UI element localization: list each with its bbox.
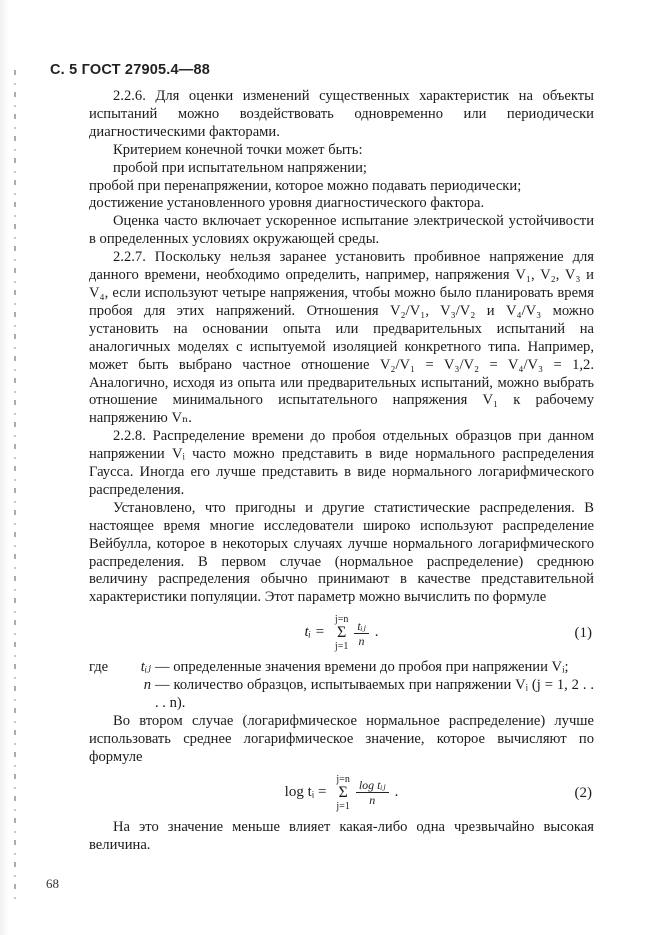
formula-1-denominator: n bbox=[358, 633, 365, 648]
formula-1-sum bbox=[335, 614, 348, 652]
formula-2-fraction bbox=[356, 778, 389, 807]
formula-1-definitions bbox=[89, 659, 594, 713]
list-item-breakdown-test-voltage: пробой при испытательном напряжении; bbox=[113, 159, 367, 176]
paragraph-lognormal: Во втором случае (логарифмическое нормальное распределение) лучше использовать среднее логарифмическое значение, которое вычисляют по формуле bbox=[89, 713, 594, 765]
list-item-diagnostic-level: достижение установленного уровня диагностического фактора. bbox=[89, 195, 485, 212]
formula-2-sum-bottom: j=1 bbox=[336, 800, 350, 812]
scan-binding-edge bbox=[0, 0, 22, 935]
formula-1-sum-top: j=n bbox=[334, 614, 349, 626]
formula-1-fraction bbox=[354, 619, 368, 648]
formula-1 bbox=[89, 607, 594, 659]
formula-1-sum-bottom: j=1 bbox=[334, 641, 349, 653]
definition-n bbox=[89, 677, 594, 713]
paragraph-2-2-6: 2.2.6. Для оценки изменений существенных характеристик на объекты испытаний можно воздействовать одновременно или периодически диагностическими факторами. bbox=[89, 88, 594, 140]
formula-2-number: (2) bbox=[574, 784, 592, 801]
document-header: С. 5 ГОСТ 27905.4—88 bbox=[50, 62, 210, 78]
formula-2-denominator: n bbox=[369, 793, 376, 808]
paragraph-2-2-8: 2.2.8. Распределение времени до пробоя отдельных образцов при данном напряжении Vᵢ часто можно представить в виде нормального распределения Гаусса. Иногда его лучше представить в виде нормального логарифмического распределения. bbox=[89, 428, 594, 498]
paragraph-distributions: Установлено, что пригодны и другие статистические распределения. В настоящее время многие исследователи широко используют распределение Вейбулла, которое в некоторых случаях лучше нормального логарифмического распределения. В первом случае (нормальное распределение) среднюю величину распределения обычно принимают в качестве представительной характеристики популяции. Этот параметр можно вычислить по формуле bbox=[89, 499, 594, 606]
paragraph-2-2-7: 2.2.7. Поскольку нельзя заранее установить пробивное напряжение для данного времени, необходимо определить, например, напряжения V₁, V₂, V₃ и V₄, если используют четыре напряжения, чтобы можно было планировать время пробоя для этих напряжений. Отношения V₂/V₁, V₃/V₂ и V₄/V₃ можно установить на основании опыта или предварительных испытаний на аналогичных моделях с испытуемой изоляцией конкретного типа. Например, может быть выбрано частное отношение V₂/V₁ = V₃/V₂ = V₄/V₃ = 1,2. Аналогично, исходя из опыта или предварительных испытаний, можно выбрать отношение минимального испытательного напряжения V₁ к рабочему напряжению Vₙ. bbox=[89, 249, 594, 427]
formula-2-tail: . bbox=[394, 783, 399, 800]
formula-2-numerator: log tᵢⱼ bbox=[356, 778, 389, 793]
document-body bbox=[89, 88, 594, 855]
formula-2-lhs: log tᵢ = bbox=[284, 783, 327, 800]
definition-where-word: где bbox=[89, 659, 109, 676]
formula-2 bbox=[89, 767, 594, 819]
formula-1-numerator: tᵢⱼ bbox=[354, 619, 368, 634]
definition-t-ij-text: — определенные значения времени до пробоя при напряжении Vᵢ; bbox=[155, 659, 569, 676]
paragraph-criteria-intro: Критерием конечной точки может быть: bbox=[113, 141, 363, 158]
formula-2-sum-top: j=n bbox=[336, 773, 350, 785]
formula-1-number: (1) bbox=[574, 625, 592, 642]
paragraph-closing: На это значение меньше влияет какая-либо одна чрезвычайно высокая величина. bbox=[89, 818, 594, 853]
sigma-icon: Σ bbox=[338, 783, 348, 801]
definition-n-term: n bbox=[143, 677, 151, 694]
formula-2-sum bbox=[336, 774, 349, 812]
sigma-icon: Σ bbox=[336, 624, 347, 642]
formula-1-lhs: tᵢ = bbox=[304, 624, 325, 641]
definition-t-ij bbox=[89, 659, 594, 677]
definition-n-text: — количество образцов, испытываемых при напряжении Vᵢ (j = 1, 2 . . . . n). bbox=[155, 677, 594, 712]
paragraph-assessment: Оценка часто включает ускоренное испытание электрической устойчивости в определенных условиях окружающей среды. bbox=[89, 213, 594, 248]
definition-t-ij-term: tᵢⱼ bbox=[140, 659, 151, 676]
page-number: 68 bbox=[46, 876, 59, 891]
formula-1-tail: . bbox=[374, 624, 379, 641]
list-item-breakdown-overvoltage: пробой при перенапряжении, которое можно подавать периодически; bbox=[89, 177, 522, 194]
